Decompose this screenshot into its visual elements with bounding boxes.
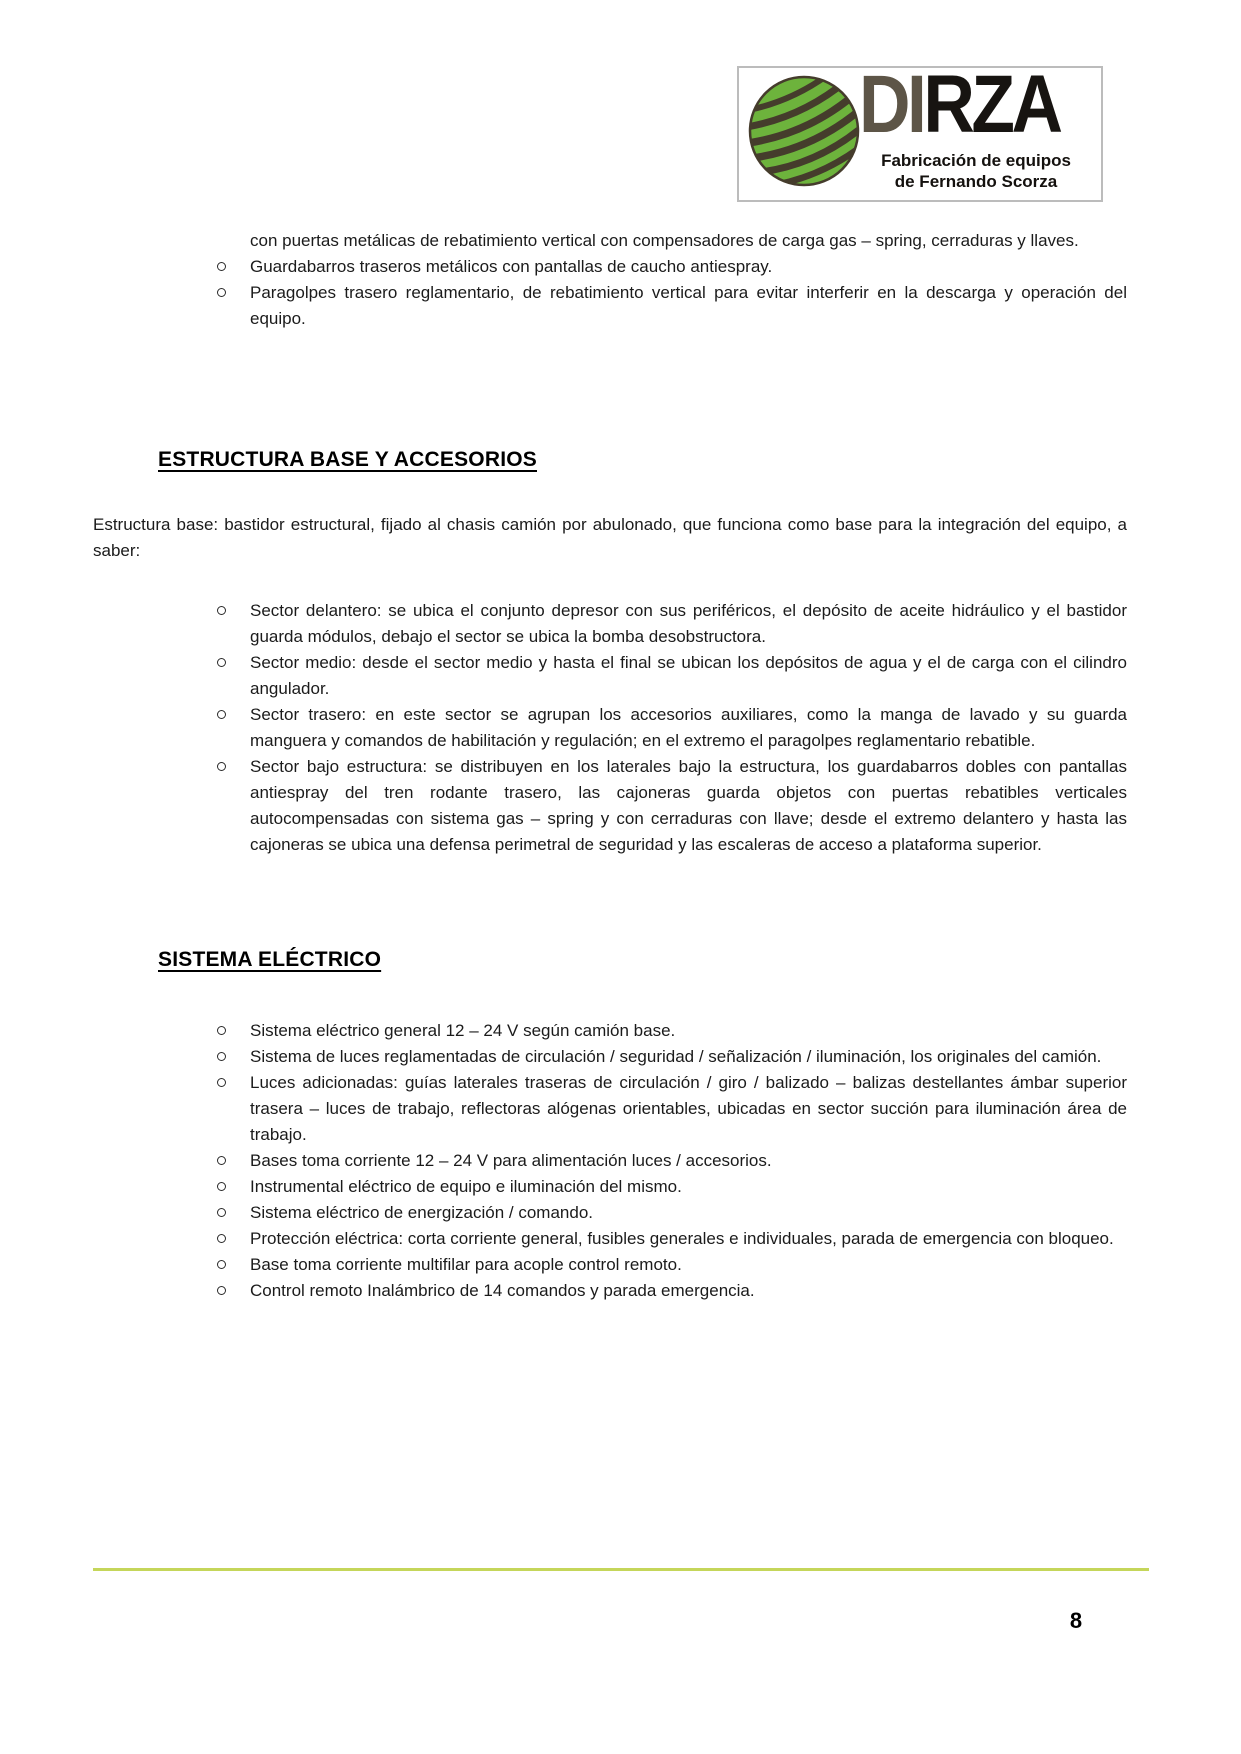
list-item (93, 1044, 1127, 1070)
list-item-text: Sector bajo estructura: se distribuyen en los laterales bajo la estructura, los guardabarros dobles con pantallas antiespray del tren rodante trasero, las cajoneras guarda objetos con puertas rebatibles verticales autocompensadas con sistema gas – spring y con cerraduras con llave; desde el extremo delantero y hasta las cajoneras se ubica una defensa perimetral de seguridad y las escaleras de acceso a plataforma superior. (250, 757, 1127, 854)
list-item (93, 254, 1127, 280)
list-item (93, 1278, 1127, 1304)
list-item (93, 1070, 1127, 1148)
list-item-text: Control remoto Inalámbrico de 14 comandos y parada emergencia. (250, 1281, 755, 1300)
company-logo (737, 59, 1103, 202)
section-heading-estructura: ESTRUCTURA BASE Y ACCESORIOS (158, 448, 537, 471)
list-item (93, 598, 1127, 650)
list-item (93, 1174, 1127, 1200)
estructura-intro-paragraph: Estructura base: bastidor estructural, fijado al chasis camión por abulonado, que funciona como base para la integración del equipo, a saber: (93, 515, 1127, 560)
list-item-text: Sector delantero: se ubica el conjunto depresor con sus periféricos, el depósito de aceite hidráulico y el bastidor guarda módulos, debajo el sector se ubica la bomba desobstructora. (250, 601, 1127, 646)
list-item-text: Base toma corriente multifilar para acople control remoto. (250, 1255, 682, 1274)
circle-bullet-icon (217, 1286, 226, 1295)
brand-name (859, 59, 1060, 150)
footer-rule (93, 1568, 1149, 1571)
circle-bullet-icon (217, 1026, 226, 1035)
list-item-text: Sistema de luces reglamentadas de circulación / seguridad / señalización / iluminación, los originales del camión. (250, 1047, 1102, 1066)
list-item-continuation: con puertas metálicas de rebatimiento vertical con compensadores de carga gas – spring, cerraduras y llaves. (250, 231, 1079, 250)
list-item-text: Guardabarros traseros metálicos con pantallas de caucho antiespray. (250, 257, 773, 276)
circle-bullet-icon (217, 1208, 226, 1217)
circle-bullet-icon (217, 762, 226, 771)
brand-tagline (857, 150, 1095, 192)
list-item-text: Bases toma corriente 12 – 24 V para alimentación luces / accesorios. (250, 1151, 772, 1170)
list-item (93, 280, 1127, 332)
list-item-text: Luces adicionadas: guías laterales traseras de circulación / giro / balizado – balizas destellantes ámbar superior trasera – luces de trabajo, reflectoras alógenas orientables, ubicadas en sector succión para iluminación área de trabajo. (250, 1073, 1127, 1144)
intro-bullet-list (93, 228, 1127, 332)
list-item-text: Protección eléctrica: corta corriente general, fusibles generales e individuales, parada de emergencia con bloqueo. (250, 1229, 1114, 1248)
page-number: 8 (1069, 1608, 1083, 1633)
list-item-text: Sector medio: desde el sector medio y hasta el final se ubican los depósitos de agua y el de carga con el cilindro angulador. (250, 653, 1127, 698)
circle-bullet-icon (217, 262, 226, 271)
list-item (93, 1226, 1127, 1252)
list-item (93, 702, 1127, 754)
list-item (93, 1200, 1127, 1226)
circle-bullet-icon (217, 1156, 226, 1165)
brand-name-part2: RZA (923, 59, 1060, 150)
list-item (93, 1018, 1127, 1044)
list-item (93, 1252, 1127, 1278)
circle-bullet-icon (217, 1078, 226, 1087)
estructura-bullet-list (93, 598, 1127, 858)
list-item (93, 754, 1127, 858)
circle-bullet-icon (217, 658, 226, 667)
circle-bullet-icon (217, 288, 226, 297)
brand-tagline-line2: de Fernando Scorza (894, 172, 1058, 191)
circle-bullet-icon (217, 1260, 226, 1269)
globe-icon (745, 72, 863, 190)
circle-bullet-icon (217, 710, 226, 719)
circle-bullet-icon (217, 1182, 226, 1191)
list-item-text: Sector trasero: en este sector se agrupan los accesorios auxiliares, como la manga de lavado y su guarda manguera y comandos de habilitación y regulación; en el extremo el paragolpes reglamentario rebatible. (250, 705, 1127, 750)
list-item-text: Instrumental eléctrico de equipo e iluminación del mismo. (250, 1177, 682, 1196)
circle-bullet-icon (217, 1234, 226, 1243)
list-item-text: Paragolpes trasero reglamentario, de rebatimiento vertical para evitar interferir en la descarga y operación del equipo. (250, 283, 1127, 328)
list-item-text: Sistema eléctrico general 12 – 24 V según camión base. (250, 1021, 676, 1040)
circle-bullet-icon (217, 1052, 226, 1061)
circle-bullet-icon (217, 606, 226, 615)
list-item (93, 650, 1127, 702)
brand-name-part1: DI (859, 59, 924, 150)
list-item (93, 1148, 1127, 1174)
section-heading-sistema-electrico: SISTEMA ELÉCTRICO (158, 948, 382, 971)
list-item-text: Sistema eléctrico de energización / comando. (250, 1203, 594, 1222)
sistema-electrico-bullet-list (93, 1018, 1127, 1304)
brand-tagline-line1: Fabricación de equipos (881, 151, 1071, 170)
